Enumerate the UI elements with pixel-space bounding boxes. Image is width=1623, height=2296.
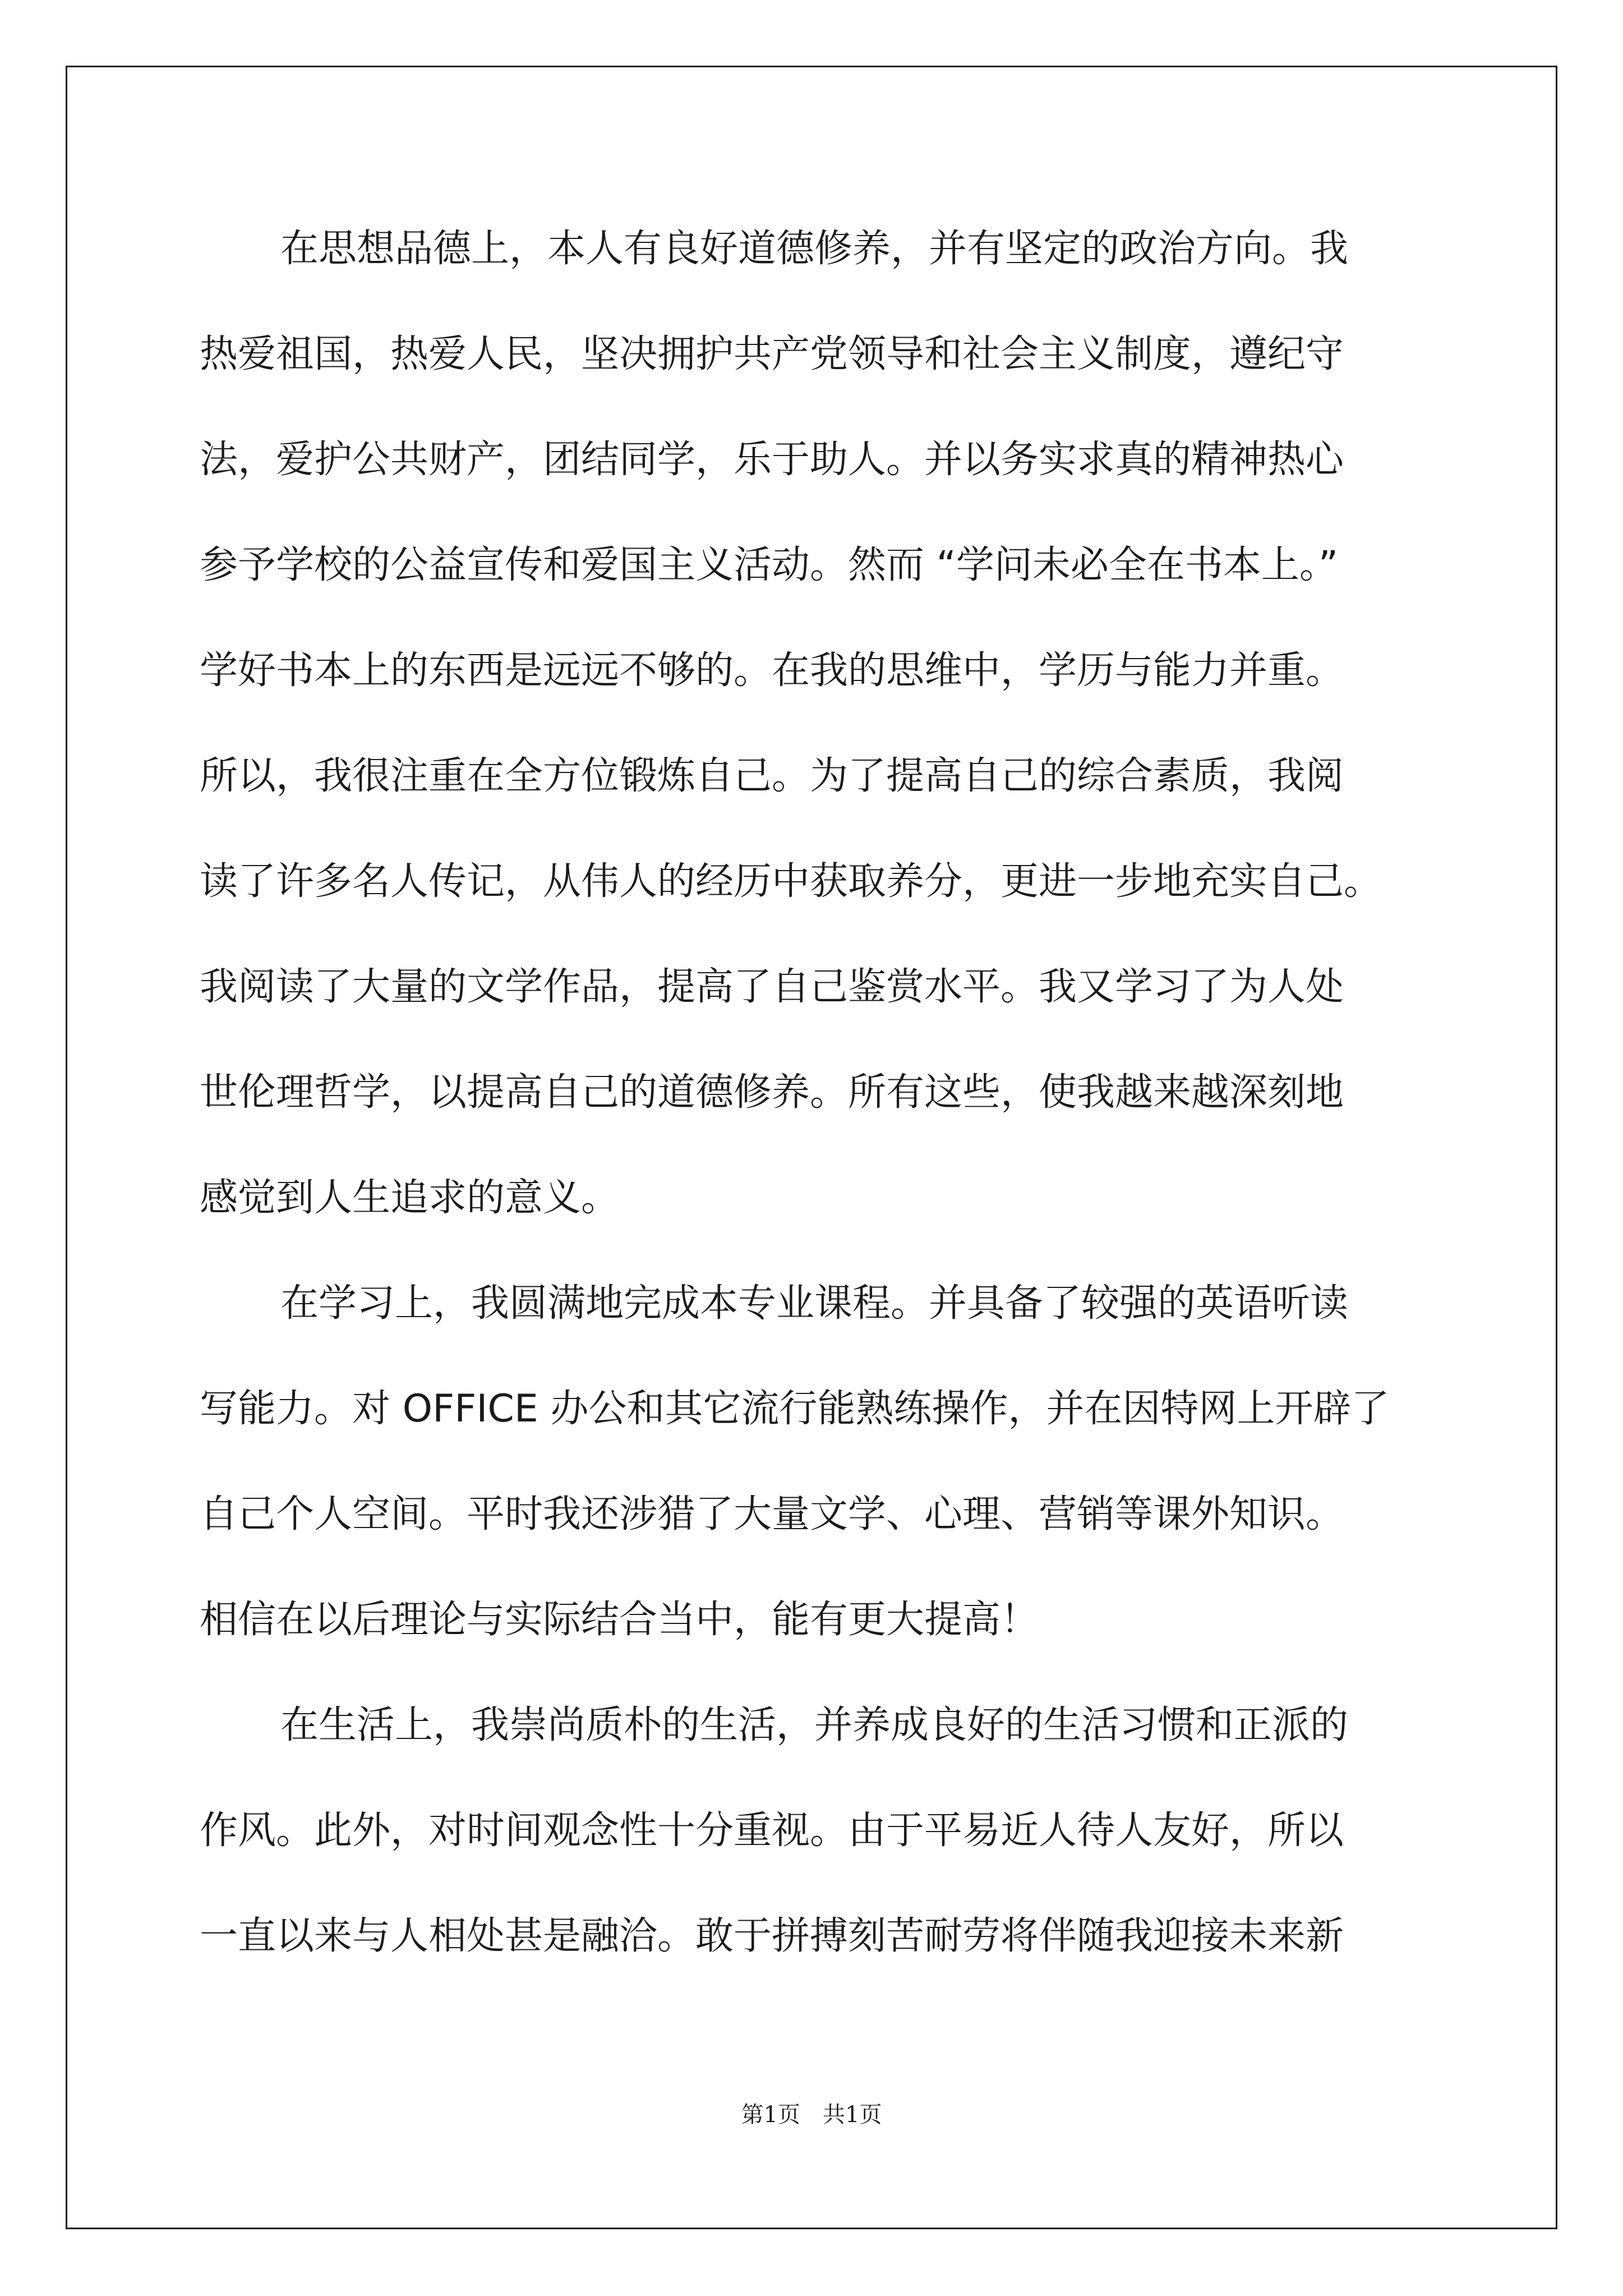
paragraph-1-line-6: 所以，我很注重在全方位锻炼自己。为了提高自己的综合素质，我阅 xyxy=(200,754,1344,798)
page-footer: 第1页 共1页 xyxy=(741,2102,882,2128)
paragraph-2-line-1: 在学习上，我圆满地完成本专业课程。并具备了较强的英语听读 xyxy=(280,1281,1349,1326)
page-border xyxy=(66,66,1557,2229)
paragraph-3-line-2: 作风。此外，对时间观念性十分重视。由于平易近人待人友好，所以 xyxy=(200,1809,1344,1853)
paragraph-1-line-4: 参予学校的公益宣传和爱国主义活动。然而 “学问未必全在书本上。” xyxy=(200,543,1339,587)
paragraph-1-line-5: 学好书本上的东西是远远不够的。在我的思维中，学历与能力并重。 xyxy=(200,648,1344,693)
paragraph-2-line-2: 写能力。对 OFFICE 办公和其它流行能熟练操作，并在因特网上开辟了 xyxy=(200,1387,1390,1431)
paragraph-1-line-1: 在思想品德上，本人有良好道德修养，并有坚定的政治方向。我 xyxy=(280,227,1349,271)
paragraph-2-line-3: 自己个人空间。平时我还涉猎了大量文学、心理、营销等课外知识。 xyxy=(200,1492,1344,1536)
paragraph-2-line-4: 相信在以后理论与实际结合当中，能有更大提高！ xyxy=(200,1598,1039,1642)
paragraph-3-line-3: 一直以来与人相处甚是融洽。敢于拼搏刻苦耐劳将伴随我迎接未来新 xyxy=(200,1914,1344,1958)
paragraph-1-line-3: 法，爱护公共财产，团结同学，乐于助人。并以务实求真的精神热心 xyxy=(200,438,1344,482)
paragraph-1-line-7: 读了许多名人传记，从伟人的经历中获取养分，更进一步地充实自己。 xyxy=(200,859,1382,904)
paragraph-3-line-1: 在生活上，我崇尚质朴的生活，并养成良好的生活习惯和正派的 xyxy=(280,1703,1349,1747)
paragraph-1-line-10: 感觉到人生追求的意义。 xyxy=(200,1176,620,1220)
paragraph-1-line-9: 世伦理哲学，以提高自己的道德修养。所有这些，使我越来越深刻地 xyxy=(200,1070,1344,1115)
paragraph-1-line-2: 热爱祖国，热爱人民，坚决拥护共产党领导和社会主义制度，遵纪守 xyxy=(200,332,1344,376)
paragraph-1-line-8: 我阅读了大量的文学作品，提高了自己鉴赏水平。我又学习了为人处 xyxy=(200,965,1344,1009)
